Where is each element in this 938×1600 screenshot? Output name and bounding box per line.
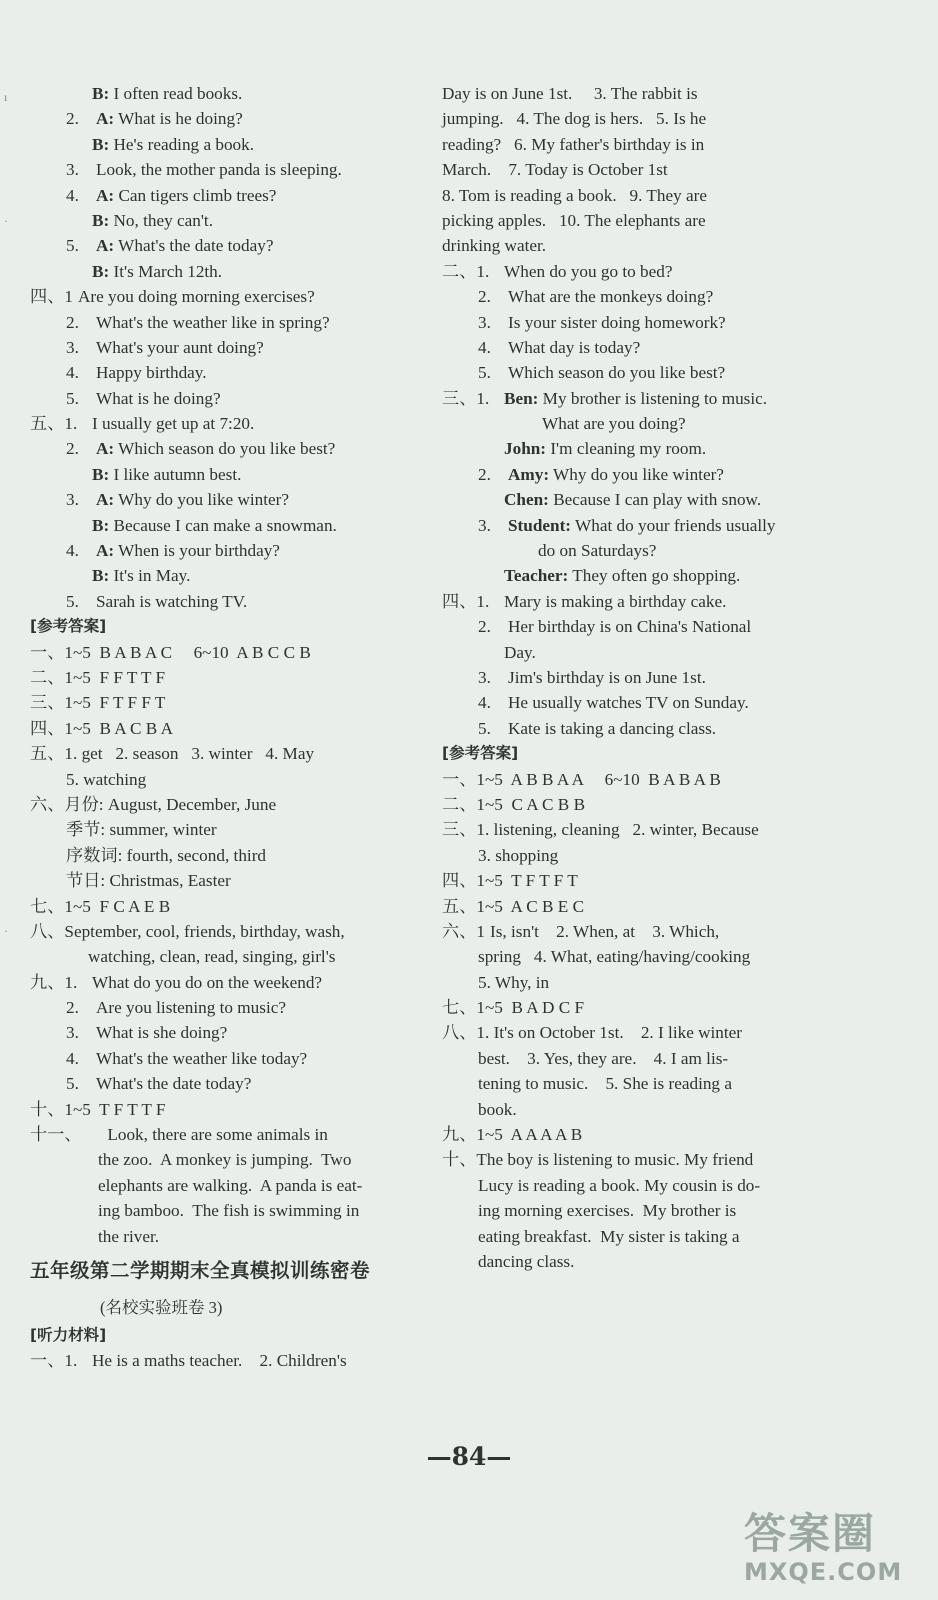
line-text: A: What's the date today?: [96, 236, 274, 256]
text-line: [30, 741, 430, 766]
line-text: 5. watching: [66, 769, 147, 789]
line-text: September, cool, friends, birthday, wash,: [64, 921, 345, 941]
item-number: 十、: [30, 1099, 65, 1119]
text-line: [30, 157, 430, 182]
speaker-label: Chen:: [504, 490, 549, 510]
text-line: [442, 1122, 832, 1147]
line-text: Chen: Because I can play with snow.: [504, 490, 762, 510]
item-number: 4.: [66, 1048, 79, 1068]
item-number: 5.: [66, 388, 79, 408]
line-text: Her birthday is on China's National: [508, 617, 752, 637]
line-text: Jim's birthday is on June 1st.: [508, 667, 706, 687]
line-text: jumping. 4. The dog is hers. 5. Is he: [442, 109, 707, 129]
section-title: 五年级第二学期期末全真模拟训练密卷: [30, 1258, 371, 1282]
line-text: 1. get 2. season 3. winter 4. May: [64, 744, 315, 764]
item-number: 3.: [478, 515, 491, 535]
speaker-label: B:: [92, 566, 110, 586]
item-number: 2.: [478, 617, 491, 637]
text-line: [442, 386, 832, 411]
line-text: Are you listening to music?: [96, 998, 286, 1018]
text-line: [30, 436, 430, 461]
line-text: elephants are walking. A panda is eat-: [98, 1175, 363, 1195]
text-line: [30, 1147, 430, 1172]
item-number: 二、1.: [442, 261, 490, 281]
text-line: [442, 233, 832, 258]
line-text: What day is today?: [508, 337, 641, 357]
item-number: 3.: [66, 490, 79, 510]
text-line: [30, 1097, 430, 1122]
text-line: [30, 665, 430, 690]
text-line: [442, 640, 832, 665]
line-text: Is, isn't 2. When, at 3. Which,: [490, 921, 720, 941]
text-line: [30, 970, 430, 995]
text-line: [442, 513, 832, 538]
item-number: 3.: [66, 1023, 79, 1043]
text-line: [442, 970, 832, 995]
text-line: [30, 640, 430, 665]
text-line: [30, 284, 430, 309]
text-line: [442, 208, 832, 233]
line-text: 1~5 B A B A C 6~10 A B C C B: [64, 642, 311, 662]
text-line: [30, 716, 430, 741]
speaker-label: A:: [96, 236, 115, 256]
text-line: [442, 767, 832, 792]
speaker-label: B:: [92, 134, 110, 154]
item-number: 2.: [66, 109, 79, 129]
line-text: What is she doing?: [96, 1023, 228, 1043]
text-line: [442, 259, 832, 284]
text-line: [30, 1071, 430, 1096]
text-line: [442, 1224, 832, 1249]
text-line: [30, 81, 430, 106]
text-line: [442, 132, 832, 157]
text-line: [30, 1173, 430, 1198]
text-line: [442, 817, 832, 842]
text-line: [30, 1020, 430, 1045]
line-text: Which season do you like best?: [508, 363, 726, 383]
text-line: [30, 817, 430, 842]
line-text: What are you doing?: [542, 414, 686, 434]
line-text: A: What is he doing?: [96, 109, 243, 129]
text-line: [442, 462, 832, 487]
text-line: [30, 1224, 430, 1249]
text-line: [30, 538, 430, 563]
item-number: 七、: [442, 998, 477, 1018]
right-column: [442, 81, 832, 1274]
text-line: [442, 436, 832, 461]
line-text: the river.: [98, 1226, 160, 1246]
text-line: [30, 1046, 430, 1071]
item-number: 三、1.: [442, 388, 490, 408]
item-number: 九、1.: [30, 972, 78, 992]
text-line: [442, 310, 832, 335]
line-text: watching, clean, read, singing, girl's: [88, 947, 336, 967]
line-text: John: I'm cleaning my room.: [504, 439, 707, 459]
line-text: 月份: August, December, June: [64, 794, 277, 814]
line-text: 8. Tom is reading a book. 9. They are: [442, 185, 707, 205]
line-text: do on Saturdays?: [538, 541, 657, 561]
page-number: —84—: [426, 1442, 512, 1471]
line-text: March. 7. Today is October 1st: [442, 160, 668, 180]
text-line: [442, 284, 832, 309]
line-text: He usually watches TV on Sunday.: [508, 693, 749, 713]
text-line: [442, 665, 832, 690]
line-text: 1~5 A C B E C: [476, 896, 585, 916]
text-line: [442, 1046, 832, 1071]
text-line: [442, 868, 832, 893]
item-number: 4.: [478, 693, 491, 713]
line-text: The boy is listening to music. My friend: [476, 1150, 754, 1170]
item-number: 十、: [442, 1150, 477, 1170]
line-text: He is a maths teacher. 2. Children's: [92, 1351, 347, 1371]
item-number: 4.: [66, 541, 79, 561]
speaker-label: Teacher:: [504, 566, 569, 586]
text-line: [442, 690, 832, 715]
item-number: 5.: [478, 363, 491, 383]
item-number: 一、: [30, 642, 65, 662]
text-line: [30, 386, 430, 411]
line-text: What is he doing?: [96, 388, 221, 408]
item-number: 四、1: [30, 287, 73, 307]
item-number: 六、1: [442, 921, 485, 941]
line-text: ing morning exercises. My brother is: [478, 1201, 737, 1221]
item-number: 5.: [66, 591, 79, 611]
item-number: 4.: [478, 337, 491, 357]
line-text: dancing class.: [478, 1251, 575, 1271]
answer-key-header: [参考答案]: [30, 617, 107, 636]
line-text: 1~5 A B B A A 6~10 B A B A B: [476, 769, 721, 789]
speaker-label: A:: [96, 109, 115, 129]
watermark-logo: [744, 1510, 924, 1592]
line-text: 1. It's on October 1st. 2. I like winter: [476, 1023, 743, 1043]
line-text: Is your sister doing homework?: [508, 312, 726, 332]
line-text: 1~5 B A D C F: [476, 998, 585, 1018]
item-number: 九、: [442, 1125, 477, 1145]
line-text: 序数词: fourth, second, third: [66, 845, 267, 865]
line-text: 1. listening, cleaning 2. winter, Because: [476, 820, 759, 840]
speaker-label: John:: [504, 439, 547, 459]
edge-mark: ·: [4, 924, 8, 938]
line-text: Teacher: They often go shopping.: [504, 566, 741, 586]
line-text: 1~5 T F T T F: [64, 1099, 166, 1119]
speaker-label: A:: [96, 490, 115, 510]
speaker-label: B:: [92, 84, 110, 103]
line-text: What's your aunt doing?: [96, 337, 264, 357]
text-line: [442, 411, 832, 436]
line-text: the zoo. A monkey is jumping. Two: [98, 1150, 352, 1170]
text-line: [30, 843, 430, 868]
line-text: eating breakfast. My sister is taking a: [478, 1226, 740, 1246]
section-subtitle: (名校实验班卷 3): [100, 1297, 223, 1317]
line-text: What's the weather like today?: [96, 1048, 308, 1068]
item-number: 2.: [66, 439, 79, 459]
line-text: What do you do on the weekend?: [92, 972, 323, 992]
item-number: 六、: [30, 794, 65, 814]
line-text: I usually get up at 7:20.: [92, 414, 255, 434]
speaker-label: B:: [92, 464, 110, 484]
line-text: spring 4. What, eating/having/cooking: [478, 947, 751, 967]
line-text: book.: [478, 1099, 517, 1119]
text-line: [30, 259, 430, 284]
text-line: [442, 487, 832, 512]
line-text: drinking water.: [442, 236, 547, 256]
line-text: When do you go to bed?: [504, 261, 673, 281]
line-text: 1~5 F F T T F: [64, 667, 166, 687]
text-line: [30, 1348, 430, 1373]
item-number: 5.: [66, 236, 79, 256]
left-column: [30, 81, 430, 1374]
edge-mark: ı: [4, 90, 8, 104]
text-line: [30, 106, 430, 131]
text-line: [442, 894, 832, 919]
line-text: tening to music. 5. She is reading a: [478, 1074, 732, 1094]
text-line: [30, 513, 430, 538]
text-line: [442, 792, 832, 817]
text-line: [442, 1249, 832, 1274]
edge-mark: ·: [4, 214, 8, 228]
text-line: [442, 335, 832, 360]
item-number: 二、: [30, 667, 65, 687]
item-number: 三、: [30, 693, 65, 713]
line-text: Day.: [504, 642, 536, 662]
text-line: [442, 106, 832, 131]
line-text: B: Because I can make a snowman.: [92, 515, 337, 535]
line-text: Kate is taking a dancing class.: [508, 718, 717, 738]
answer-key-header: [听力材料]: [30, 1325, 107, 1344]
text-line: [442, 995, 832, 1020]
watermark-text: 答案圈: [744, 1509, 877, 1558]
item-number: 5.: [478, 718, 491, 738]
text-line: [30, 919, 430, 944]
line-text: B: It's in May.: [92, 566, 191, 586]
item-number: 四、: [442, 871, 477, 891]
text-line: [30, 1122, 430, 1147]
speaker-label: Ben:: [504, 388, 539, 408]
speaker-label: B:: [92, 210, 110, 230]
line-text: B: No, they can't.: [92, 210, 213, 230]
speaker-label: A:: [96, 439, 115, 459]
text-line: [30, 132, 430, 157]
text-line: [442, 183, 832, 208]
line-text: What are the monkeys doing?: [508, 287, 714, 307]
line-text: Mary is making a birthday cake.: [504, 591, 727, 611]
watermark-url: MXQE.COM: [744, 1558, 903, 1586]
text-line: [30, 589, 430, 614]
item-number: 八、: [442, 1023, 477, 1043]
item-number: 十一、: [30, 1125, 82, 1145]
speaker-label: A:: [96, 541, 115, 561]
line-text: B: I often read books.: [92, 84, 243, 103]
text-line: [30, 868, 430, 893]
line-text: 3. shopping: [478, 845, 559, 865]
item-number: 四、: [30, 718, 65, 738]
line-text: Happy birthday.: [96, 363, 207, 383]
item-number: 3.: [66, 160, 79, 180]
text-line: [30, 792, 430, 817]
line-text: Sarah is watching TV.: [96, 591, 248, 611]
text-line: [442, 538, 832, 563]
item-number: 四、1.: [442, 591, 490, 611]
line-text: ing bamboo. The fish is swimming in: [98, 1201, 360, 1221]
line-text: 1~5 F T F F T: [64, 693, 166, 713]
item-number: 一、: [442, 769, 477, 789]
text-line: [30, 411, 430, 436]
text-line: [442, 1173, 832, 1198]
speaker-label: A:: [96, 185, 115, 205]
line-text: 1~5 C A C B B: [476, 794, 586, 814]
line-text: 季节: summer, winter: [66, 820, 217, 840]
text-line: [30, 767, 430, 792]
line-text: 1~5 A A A A B: [476, 1125, 583, 1145]
section-header: [442, 741, 832, 766]
text-line: [442, 81, 832, 106]
line-text: Look, there are some animals in: [81, 1125, 328, 1145]
item-number: 七、: [30, 896, 65, 916]
line-text: A: Which season do you like best?: [96, 439, 336, 459]
line-text: best. 3. Yes, they are. 4. I am lis-: [478, 1048, 729, 1068]
text-line: [30, 335, 430, 360]
text-line: [442, 1198, 832, 1223]
item-number: 5.: [66, 1074, 79, 1094]
text-line: [442, 360, 832, 385]
speaker-label: Student:: [508, 515, 572, 535]
section-header: [30, 1323, 430, 1348]
item-number: 五、1.: [30, 414, 78, 434]
text-line: [442, 843, 832, 868]
speaker-label: Amy:: [508, 464, 550, 484]
text-line: [30, 310, 430, 335]
line-text: Are you doing morning exercises?: [78, 287, 315, 307]
line-text: A: When is your birthday?: [96, 541, 280, 561]
item-number: 二、: [442, 794, 477, 814]
item-number: 3.: [66, 337, 79, 357]
item-number: 三、: [442, 820, 477, 840]
item-number: 3.: [478, 667, 491, 687]
text-line: [30, 462, 430, 487]
item-number: 3.: [478, 312, 491, 332]
text-line: [442, 944, 832, 969]
line-text: 5. Why, in: [478, 972, 550, 992]
line-text: 节日: Christmas, Easter: [66, 871, 231, 891]
text-line: [442, 157, 832, 182]
line-text: reading? 6. My father's birthday is in: [442, 134, 705, 154]
section-header: [30, 614, 430, 639]
line-text: Amy: Why do you like winter?: [508, 464, 724, 484]
text-line: [442, 589, 832, 614]
text-line: [30, 360, 430, 385]
line-text: B: It's March 12th.: [92, 261, 223, 281]
line-text: Ben: My brother is listening to music.: [504, 388, 768, 408]
line-text: 1~5 T F T F T: [476, 871, 578, 891]
line-text: B: He's reading a book.: [92, 134, 255, 154]
text-line: [30, 995, 430, 1020]
text-line: [442, 1071, 832, 1096]
line-text: What's the date today?: [96, 1074, 252, 1094]
text-line: [30, 487, 430, 512]
item-number: 4.: [66, 185, 79, 205]
text-line: [30, 1198, 430, 1223]
line-text: 1~5 F C A E B: [64, 896, 171, 916]
item-number: 五、: [30, 744, 65, 764]
text-line: [442, 1097, 832, 1122]
answer-key-header: [参考答案]: [442, 744, 519, 763]
item-number: 五、: [442, 896, 477, 916]
text-line: [442, 1147, 832, 1172]
line-text: B: I like autumn best.: [92, 464, 242, 484]
item-number: 一、1.: [30, 1351, 78, 1371]
speaker-label: B:: [92, 261, 110, 281]
text-line: [30, 183, 430, 208]
line-text: picking apples. 10. The elephants are: [442, 210, 706, 230]
item-number: 2.: [66, 312, 79, 332]
text-line: [30, 208, 430, 233]
line-text: A: Why do you like winter?: [96, 490, 290, 510]
line-text: Lucy is reading a book. My cousin is do-: [478, 1175, 761, 1195]
text-line: [30, 233, 430, 258]
speaker-label: B:: [92, 515, 110, 535]
item-number: 八、: [30, 921, 65, 941]
text-line: [442, 1020, 832, 1045]
text-line: [30, 894, 430, 919]
text-line: [442, 919, 832, 944]
text-line: [30, 563, 430, 588]
line-text: Day is on June 1st. 3. The rabbit is: [442, 84, 698, 103]
text-line: [30, 944, 430, 969]
line-text: A: Can tigers climb trees?: [96, 185, 277, 205]
text-line: [442, 716, 832, 741]
item-number: 2.: [478, 464, 491, 484]
item-number: 4.: [66, 363, 79, 383]
line-text: Student: What do your friends usually: [508, 515, 776, 535]
text-line: [30, 690, 430, 715]
text-line: [442, 563, 832, 588]
text-line: [442, 614, 832, 639]
item-number: 2.: [478, 287, 491, 307]
line-text: 1~5 B A C B A: [64, 718, 174, 738]
line-text: Look, the mother panda is sleeping.: [96, 160, 342, 180]
item-number: 2.: [66, 998, 79, 1018]
line-text: What's the weather like in spring?: [96, 312, 330, 332]
